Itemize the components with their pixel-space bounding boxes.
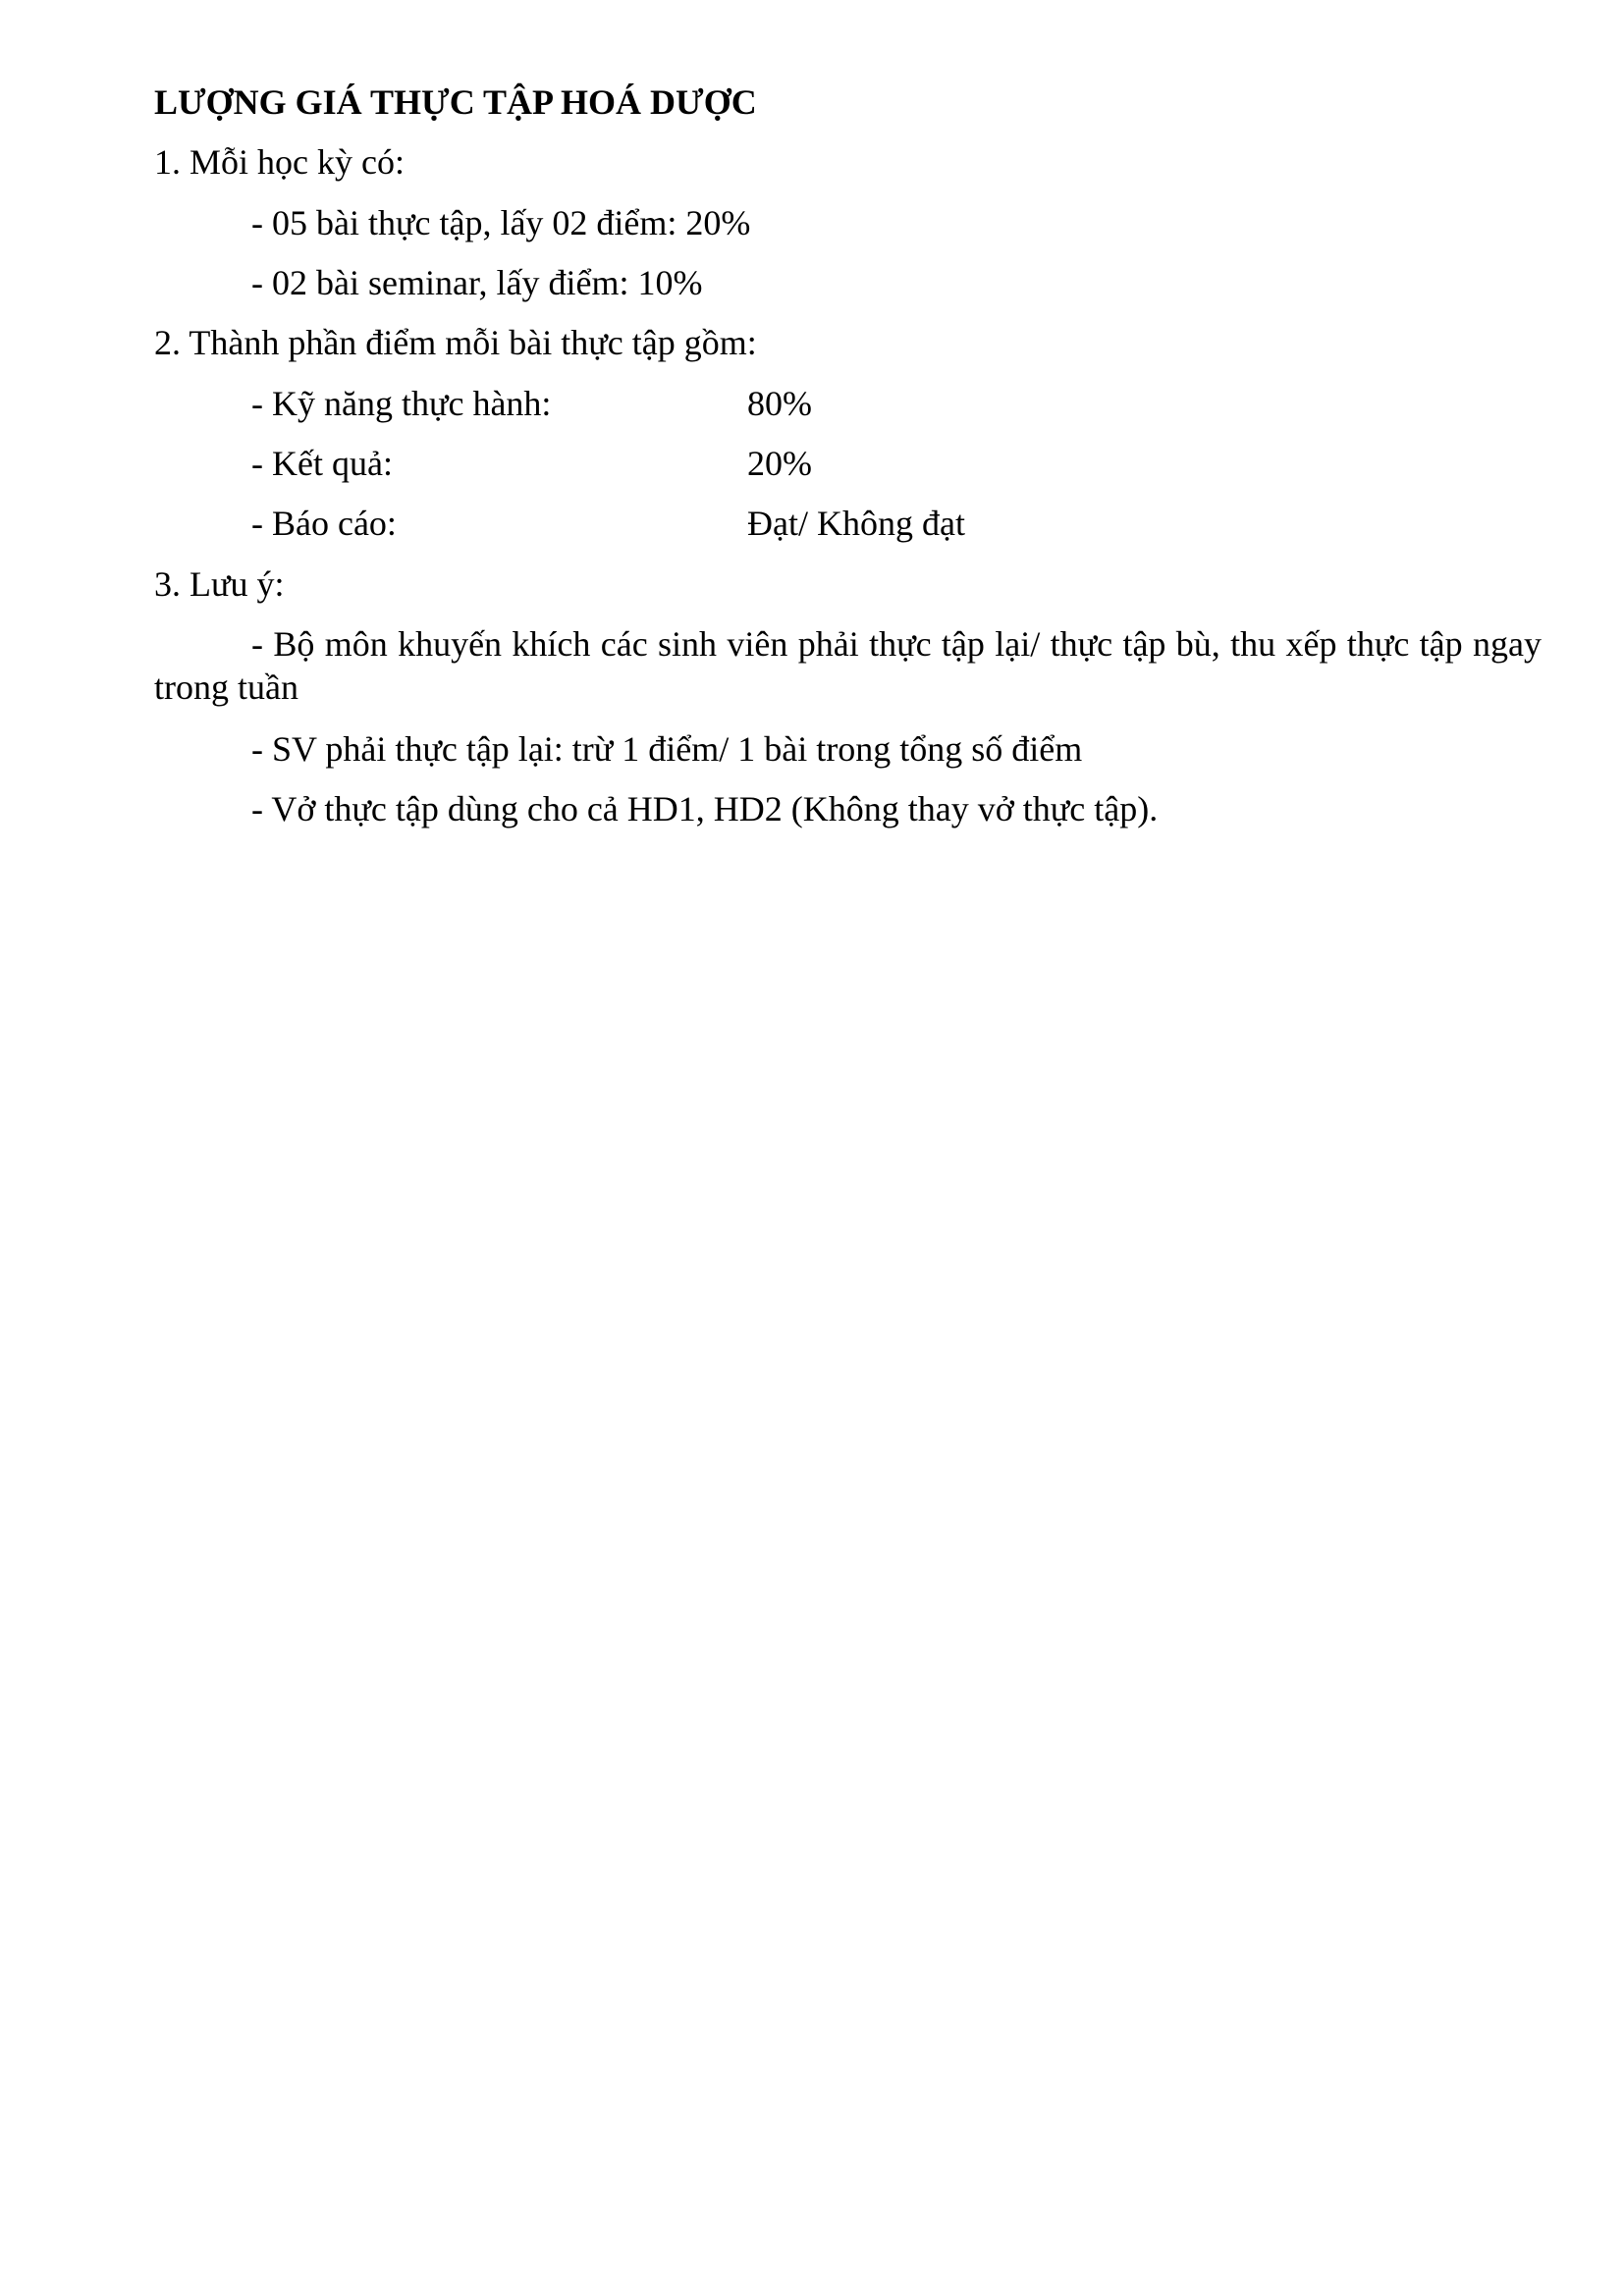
- section-3-note: - Bộ môn khuyến khích các sinh viên phải thực tập lại/ thực tập bù, thu xếp thực tập ngay trong tuần: [154, 624, 1542, 707]
- score-row-label: - Báo cáo:: [251, 504, 397, 543]
- section-1-heading: 1. Mỗi học kỳ có:: [154, 142, 405, 182]
- score-row-value: 80%: [747, 384, 812, 423]
- score-row-label: - Kết quả:: [251, 444, 393, 483]
- section-2-heading: 2. Thành phần điểm mỗi bài thực tập gồm:: [154, 323, 757, 362]
- section-1-bullet: - 02 bài seminar, lấy điểm: 10%: [251, 263, 703, 302]
- section-3-heading: 3. Lưu ý:: [154, 564, 285, 604]
- score-row-label: - Kỹ năng thực hành:: [251, 384, 552, 423]
- document-title: LƯỢNG GIÁ THỰC TẬP HOÁ DƯỢC: [154, 82, 757, 122]
- section-1-bullet: - 05 bài thực tập, lấy 02 điểm: 20%: [251, 203, 751, 242]
- score-row-value: 20%: [747, 444, 812, 483]
- section-3-note: - Vở thực tập dùng cho cả HD1, HD2 (Không thay vở thực tập).: [251, 789, 1159, 828]
- section-3-note: - SV phải thực tập lại: trừ 1 điểm/ 1 bài trong tổng số điểm: [251, 729, 1083, 769]
- score-row-value: Đạt/ Không đạt: [747, 504, 965, 543]
